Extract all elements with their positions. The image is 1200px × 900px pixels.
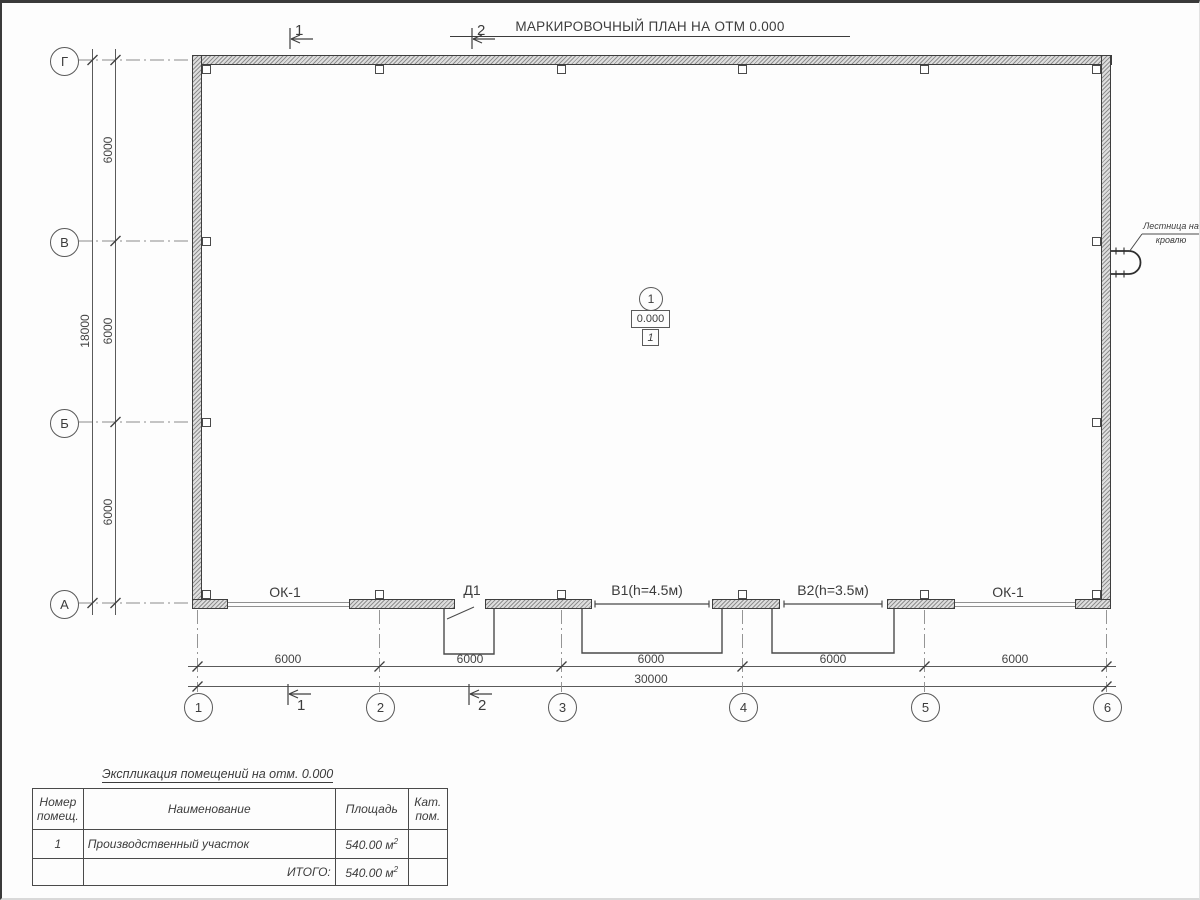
wall-bottom-segment — [887, 599, 955, 609]
axis-bubble-col-1 — [184, 693, 213, 722]
table-row — [33, 830, 448, 859]
dim-bottom-segment: 6000 — [274, 652, 302, 666]
axis-label: 5 — [921, 700, 930, 715]
pilaster — [557, 65, 566, 74]
pilaster — [738, 65, 747, 74]
explication-table — [32, 788, 448, 886]
table-total-row — [33, 859, 448, 886]
room-zone-box — [642, 329, 659, 346]
pilaster — [920, 590, 929, 599]
header-line: Кат. — [414, 795, 442, 809]
plan-linework — [2, 3, 1200, 900]
dim-left-segment: 6000 — [101, 498, 115, 526]
section-mark-number: 1 — [297, 697, 306, 714]
door-label: Д1 — [463, 582, 481, 598]
dim-left-segment: 6000 — [101, 136, 115, 164]
wall-bottom-segment — [349, 599, 455, 609]
pilaster — [1092, 418, 1101, 427]
wall-right — [1101, 55, 1111, 609]
axis-bubble-col-2 — [366, 693, 395, 722]
dim-bottom-segment: 6000 — [637, 652, 665, 666]
pilaster — [202, 418, 211, 427]
header-room-number — [33, 789, 84, 830]
cell-empty — [408, 859, 447, 886]
dim-bottom-segment: 6000 — [456, 652, 484, 666]
wall-bottom-segment — [1075, 599, 1111, 609]
section-mark-number: 1 — [295, 22, 304, 39]
window-label-left: ОК-1 — [269, 584, 301, 600]
wall-top — [192, 55, 1112, 65]
axis-bubble-row-b — [50, 409, 79, 438]
window-label-right: ОК-1 — [992, 584, 1024, 600]
axis-bubble-col-5 — [911, 693, 940, 722]
drawing-title: МАРКИРОВОЧНЫЙ ПЛАН НА ОТМ 0.000 — [450, 19, 850, 37]
room-level: 0.000 — [636, 313, 665, 325]
axis-label: В — [60, 234, 69, 250]
axis-label: Б — [60, 415, 69, 431]
ladder-note-line2: кровлю — [1155, 235, 1187, 245]
area-sup: 2 — [393, 836, 399, 846]
axis-bubble-row-a — [50, 590, 79, 619]
area-sup: 2 — [393, 864, 399, 874]
pilaster — [1092, 237, 1101, 246]
wall-bottom-segment — [712, 599, 780, 609]
axis-label: 3 — [558, 700, 567, 715]
cell-room-category — [408, 830, 447, 859]
axis-label: Г — [60, 53, 69, 69]
wall-bottom-segment — [192, 599, 228, 609]
ladder-note-line1: Лестница на — [1143, 221, 1199, 231]
room-zone: 1 — [647, 331, 654, 344]
header-category — [408, 789, 447, 830]
axis-label: 2 — [376, 700, 385, 715]
header-name: Наименование — [83, 789, 335, 830]
axis-label: 1 — [194, 700, 203, 715]
dim-bottom-segment: 6000 — [819, 652, 847, 666]
cell-total-label: ИТОГО: — [83, 859, 335, 886]
room-number-bubble — [639, 287, 663, 311]
axis-bubble-row-g — [50, 47, 79, 76]
axis-bubble-row-v — [50, 228, 79, 257]
pilaster — [557, 590, 566, 599]
pilaster — [375, 65, 384, 74]
dim-bottom-segment: 6000 — [1001, 652, 1029, 666]
dim-left-segment: 6000 — [101, 317, 115, 345]
pilaster — [202, 65, 211, 74]
header-line: помещ. — [37, 809, 79, 823]
room-level-box — [631, 310, 670, 328]
axis-bubble-col-6 — [1093, 693, 1122, 722]
cell-room-name: Производственный участок — [83, 830, 335, 859]
cell-room-area — [335, 830, 408, 859]
dim-bottom-total: 30000 — [634, 671, 668, 686]
pilaster — [920, 65, 929, 74]
axis-label: 4 — [739, 700, 748, 715]
axis-label: А — [60, 596, 69, 612]
pilaster — [1092, 65, 1101, 74]
header-line: Номер — [39, 795, 77, 809]
axis-label: 6 — [1103, 700, 1112, 715]
cell-empty — [33, 859, 84, 886]
axis-bubble-col-4 — [729, 693, 758, 722]
table-title: Экспликация помещений на отм. 0.000 — [102, 767, 334, 781]
section-mark-number: 2 — [477, 22, 486, 39]
cell-room-number: 1 — [33, 830, 84, 859]
pilaster — [202, 590, 211, 599]
cell-total-area — [335, 859, 408, 886]
header-line: пом. — [415, 809, 441, 823]
wall-left — [192, 55, 202, 609]
pilaster — [1092, 590, 1101, 599]
dim-left-total: 18000 — [78, 314, 92, 348]
pilaster — [738, 590, 747, 599]
section-mark-number: 2 — [478, 697, 487, 714]
room-number: 1 — [647, 292, 655, 306]
table-header-row — [33, 789, 448, 830]
pilaster — [202, 237, 211, 246]
area-value: 540.00 м — [345, 865, 394, 880]
axis-bubble-col-3 — [548, 693, 577, 722]
header-area: Площадь — [335, 789, 408, 830]
wall-bottom-segment — [485, 599, 592, 609]
gate2-label: В2(h=3.5м) — [797, 582, 869, 598]
pilaster — [375, 590, 384, 599]
gate1-label: В1(h=4.5м) — [611, 582, 683, 598]
area-value: 540.00 м — [345, 837, 394, 852]
